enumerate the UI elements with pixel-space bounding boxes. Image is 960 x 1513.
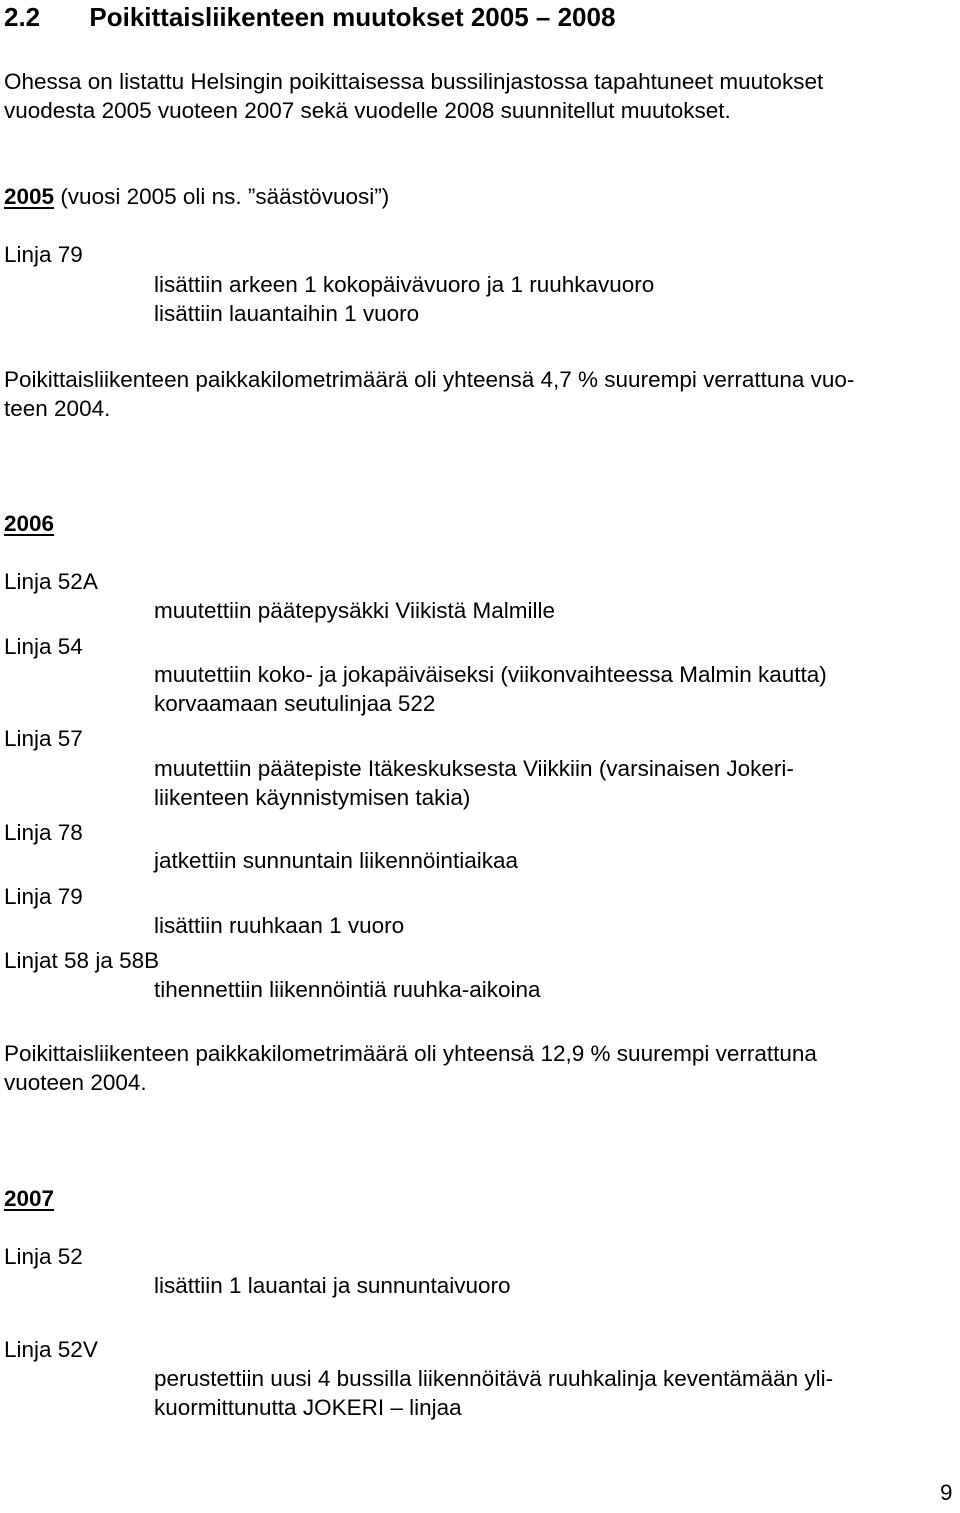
desc-57-line-2: liikenteen käynnistymisen takia) (154, 785, 471, 810)
section-heading (4, 2, 615, 32)
line-label-78: Linja 78 (4, 820, 83, 845)
line-label-52v: Linja 52V (4, 1337, 98, 1362)
year-2007-label: 2007 (4, 1186, 55, 1211)
summary-2006-line-2: vuoteen 2004. (4, 1070, 147, 1095)
line-label-57: Linja 57 (4, 726, 83, 751)
desc-54-line-1: muutettiin koko- ja jokapäiväiseksi (viikonvaihteessa Malmin kautta) (154, 662, 827, 687)
desc-52a: muutettiin päätepysäkki Viikistä Malmille (154, 598, 556, 623)
line-label-2005-79: Linja 79 (4, 242, 83, 267)
summary-2006-line-1: Poikittaisliikenteen paikkakilometrimäärä oli yhteensä 12,9 % suurempi verrattuna (4, 1041, 817, 1066)
desc-52v-line-1: perustettiin uusi 4 bussilla liikennöitävä ruuhkalinja keventämään yli- (154, 1366, 834, 1391)
desc-58-58b: tihennettiin liikennöintiä ruuhka-aikoina (154, 977, 541, 1002)
page-number: 9 (940, 1480, 953, 1505)
desc-52: lisättiin 1 lauantai ja sunnuntaivuoro (154, 1273, 511, 1298)
section-title: Poikittaisliikenteen muutokset 2005 – 2008 (89, 2, 616, 32)
year-2006-label: 2006 (4, 511, 55, 536)
desc-57-line-1: muutettiin päätepiste Itäkeskuksesta Viikkiin (varsinaisen Jokeri- (154, 756, 794, 781)
year-2005-label: 2005 (4, 184, 55, 209)
line-label-2006-79: Linja 79 (4, 884, 83, 909)
line-label-54: Linja 54 (4, 634, 83, 659)
summary-2005-line-2: teen 2004. (4, 396, 111, 421)
year-2005-heading (4, 182, 389, 211)
line-label-52a: Linja 52A (4, 569, 98, 594)
desc-52v-line-2: kuormittunutta JOKERI – linjaa (154, 1395, 462, 1420)
intro-line-1: Ohessa on listattu Helsingin poikittaisessa bussilinjastossa tapahtuneet muutokset (4, 69, 824, 94)
summary-2005-line-1: Poikittaisliikenteen paikkakilometrimäärä oli yhteensä 4,7 % suurempi verrattuna vuo- (4, 367, 855, 392)
line-label-52: Linja 52 (4, 1244, 83, 1269)
desc-78: jatkettiin sunnuntain liikennöintiaikaa (154, 848, 518, 873)
change-2005-1: lisättiin arkeen 1 kokopäivävuoro ja 1 ruuhkavuoro (154, 272, 655, 297)
year-2005-note: (vuosi 2005 oli ns. ”säästövuosi”) (54, 184, 390, 209)
desc-54-line-2: korvaamaan seutulinjaa 522 (154, 691, 436, 716)
intro-line-2: vuodesta 2005 vuoteen 2007 sekä vuodelle 2008 suunnitellut muutokset. (4, 98, 731, 123)
section-number: 2.2 (4, 2, 41, 32)
change-2005-2: lisättiin lauantaihin 1 vuoro (154, 301, 420, 326)
desc-2006-79: lisättiin ruuhkaan 1 vuoro (154, 913, 405, 938)
line-label-58-58b: Linjat 58 ja 58B (4, 948, 160, 973)
